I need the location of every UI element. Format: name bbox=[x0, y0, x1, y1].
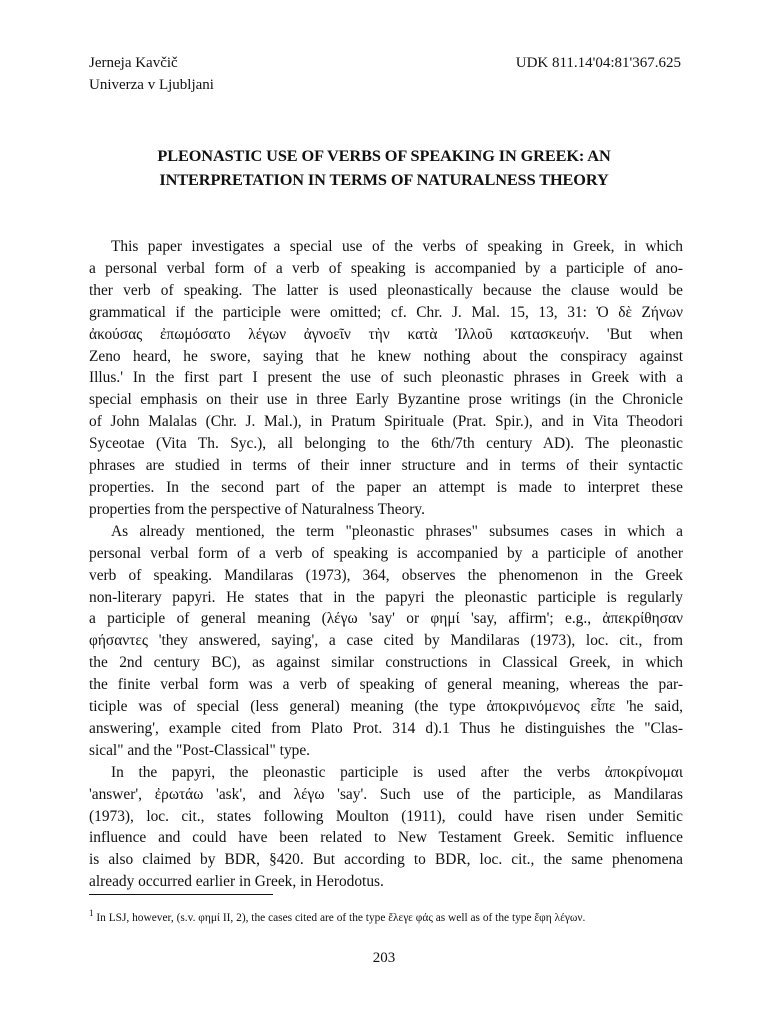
body-line: the finite verbal form was a verb of speaking of general meaning, whereas the par- bbox=[89, 676, 683, 694]
author-block bbox=[89, 52, 214, 96]
title-line: PLEONASTIC USE OF VERBS OF SPEAKING IN GREEK: AN bbox=[157, 146, 611, 165]
body-line: is also claimed by BDR, §420. But according to BDR, loc. cit., the same phenomena bbox=[89, 851, 683, 869]
body-line: answering', example cited from Plato Prot. 314 d).1 Thus he distinguishes the "Clas- bbox=[89, 719, 683, 737]
author-name: Jerneja Kavčič bbox=[89, 55, 178, 71]
footnote-marker: 1 bbox=[89, 908, 94, 918]
body-line: φήσαντες 'they answered, saying', a case cited by Mandilaras (1973), loc. cit., from bbox=[89, 632, 683, 650]
body-line: a participle of general meaning (λέγω 'say' or φημί 'say, affirm'; e.g., ἀπεκρίθησαν bbox=[89, 610, 683, 628]
body-line: of John Malalas (Chr. J. Mal.), in Pratum Spirituale (Prat. Spir.), and in Vita Theodori bbox=[89, 413, 683, 431]
body-line: In the papyri, the pleonastic participle is used after the verbs ἀποκρίνομαι bbox=[111, 763, 683, 781]
body-line: 'answer', ἐρωτάω 'ask', and λέγω 'say'. Such use of the participle, as Mandilaras bbox=[89, 785, 683, 803]
body-line: verb of speaking. Mandilaras (1973), 364, observes the phenomenon in the Greek bbox=[89, 566, 683, 584]
body-line: properties. In the second part of the paper an attempt is made to interpret these bbox=[89, 478, 683, 496]
body-line: As already mentioned, the term "pleonastic phrases" subsumes cases in which a bbox=[111, 522, 683, 540]
body-line: properties from the perspective of Naturalness Theory. bbox=[89, 500, 425, 518]
body-line: non-literary papyri. He states that in the papyri the pleonastic participle is regularly bbox=[89, 588, 683, 606]
body-line: Syceotae (Vita Th. Syc.), all belonging to the 6th/7th century AD). The pleonastic bbox=[89, 435, 683, 453]
author-affiliation: Univerza v Ljubljani bbox=[89, 77, 214, 93]
body-line: sical" and the "Post-Classical" type. bbox=[89, 741, 311, 759]
body-line: personal verbal form of a verb of speaking is accompanied by a participle of another bbox=[89, 544, 683, 562]
body-line: phrases are studied in terms of their inner structure and in terms of their syntactic bbox=[89, 457, 683, 475]
footnote-text: In LSJ, however, (s.v. φημί II, 2), the cases cited are of the type ἔλεγε φάς as well as of the type ἔφη λέγων. bbox=[96, 911, 586, 924]
body-line: Zeno heard, he swore, saying that he knew nothing about the conspiracy against bbox=[89, 347, 683, 365]
body-line: Illus.' In the first part I present the use of such pleonastic phrases in Greek with a bbox=[89, 369, 683, 387]
abstract-body bbox=[89, 236, 683, 893]
body-line: ticiple was of special (less general) meaning (the type ἀποκρινόμενος εἶπε 'he said, bbox=[89, 698, 683, 716]
body-line: already occurred earlier in Greek, in Herodotus. bbox=[89, 873, 384, 891]
body-line: grammatical if the participle were omitted; cf. Chr. J. Mal. 15, 13, 31: Ὁ δὲ Ζήνων bbox=[89, 303, 683, 321]
title-line: INTERPRETATION IN TERMS OF NATURALNESS THEORY bbox=[159, 170, 609, 189]
body-line: (1973), loc. cit., states following Moulton (1911), could have risen under Semitic bbox=[89, 807, 683, 825]
body-line: ἀκούσας ἐπωμόσατο λέγων ἀγνοεῖν τὴν κατὰ Ἰλλοῦ κατασκευήν. 'But when bbox=[89, 325, 683, 343]
body-line: ther verb of speaking. The latter is used pleonastically because the clause would be bbox=[89, 281, 683, 299]
paper-title bbox=[89, 144, 679, 192]
footnote-divider bbox=[89, 894, 273, 895]
body-line: a personal verbal form of a verb of speaking is accompanied by a participle of ano- bbox=[89, 259, 683, 277]
body-line: the 2nd century BC), as against similar constructions in Classical Greek, in which bbox=[89, 654, 683, 672]
body-line: special emphasis on their use in three Early Byzantine prose writings (in the Chronicle bbox=[89, 391, 683, 409]
body-line: This paper investigates a special use of the verbs of speaking in Greek, in which bbox=[111, 238, 683, 255]
body-line: influence and could have been related to New Testament Greek. Semitic influence bbox=[89, 829, 683, 847]
page-number: 203 bbox=[372, 950, 396, 966]
udk-code: UDK 811.14'04:81'367.625 bbox=[515, 55, 681, 71]
footnote bbox=[89, 905, 585, 926]
